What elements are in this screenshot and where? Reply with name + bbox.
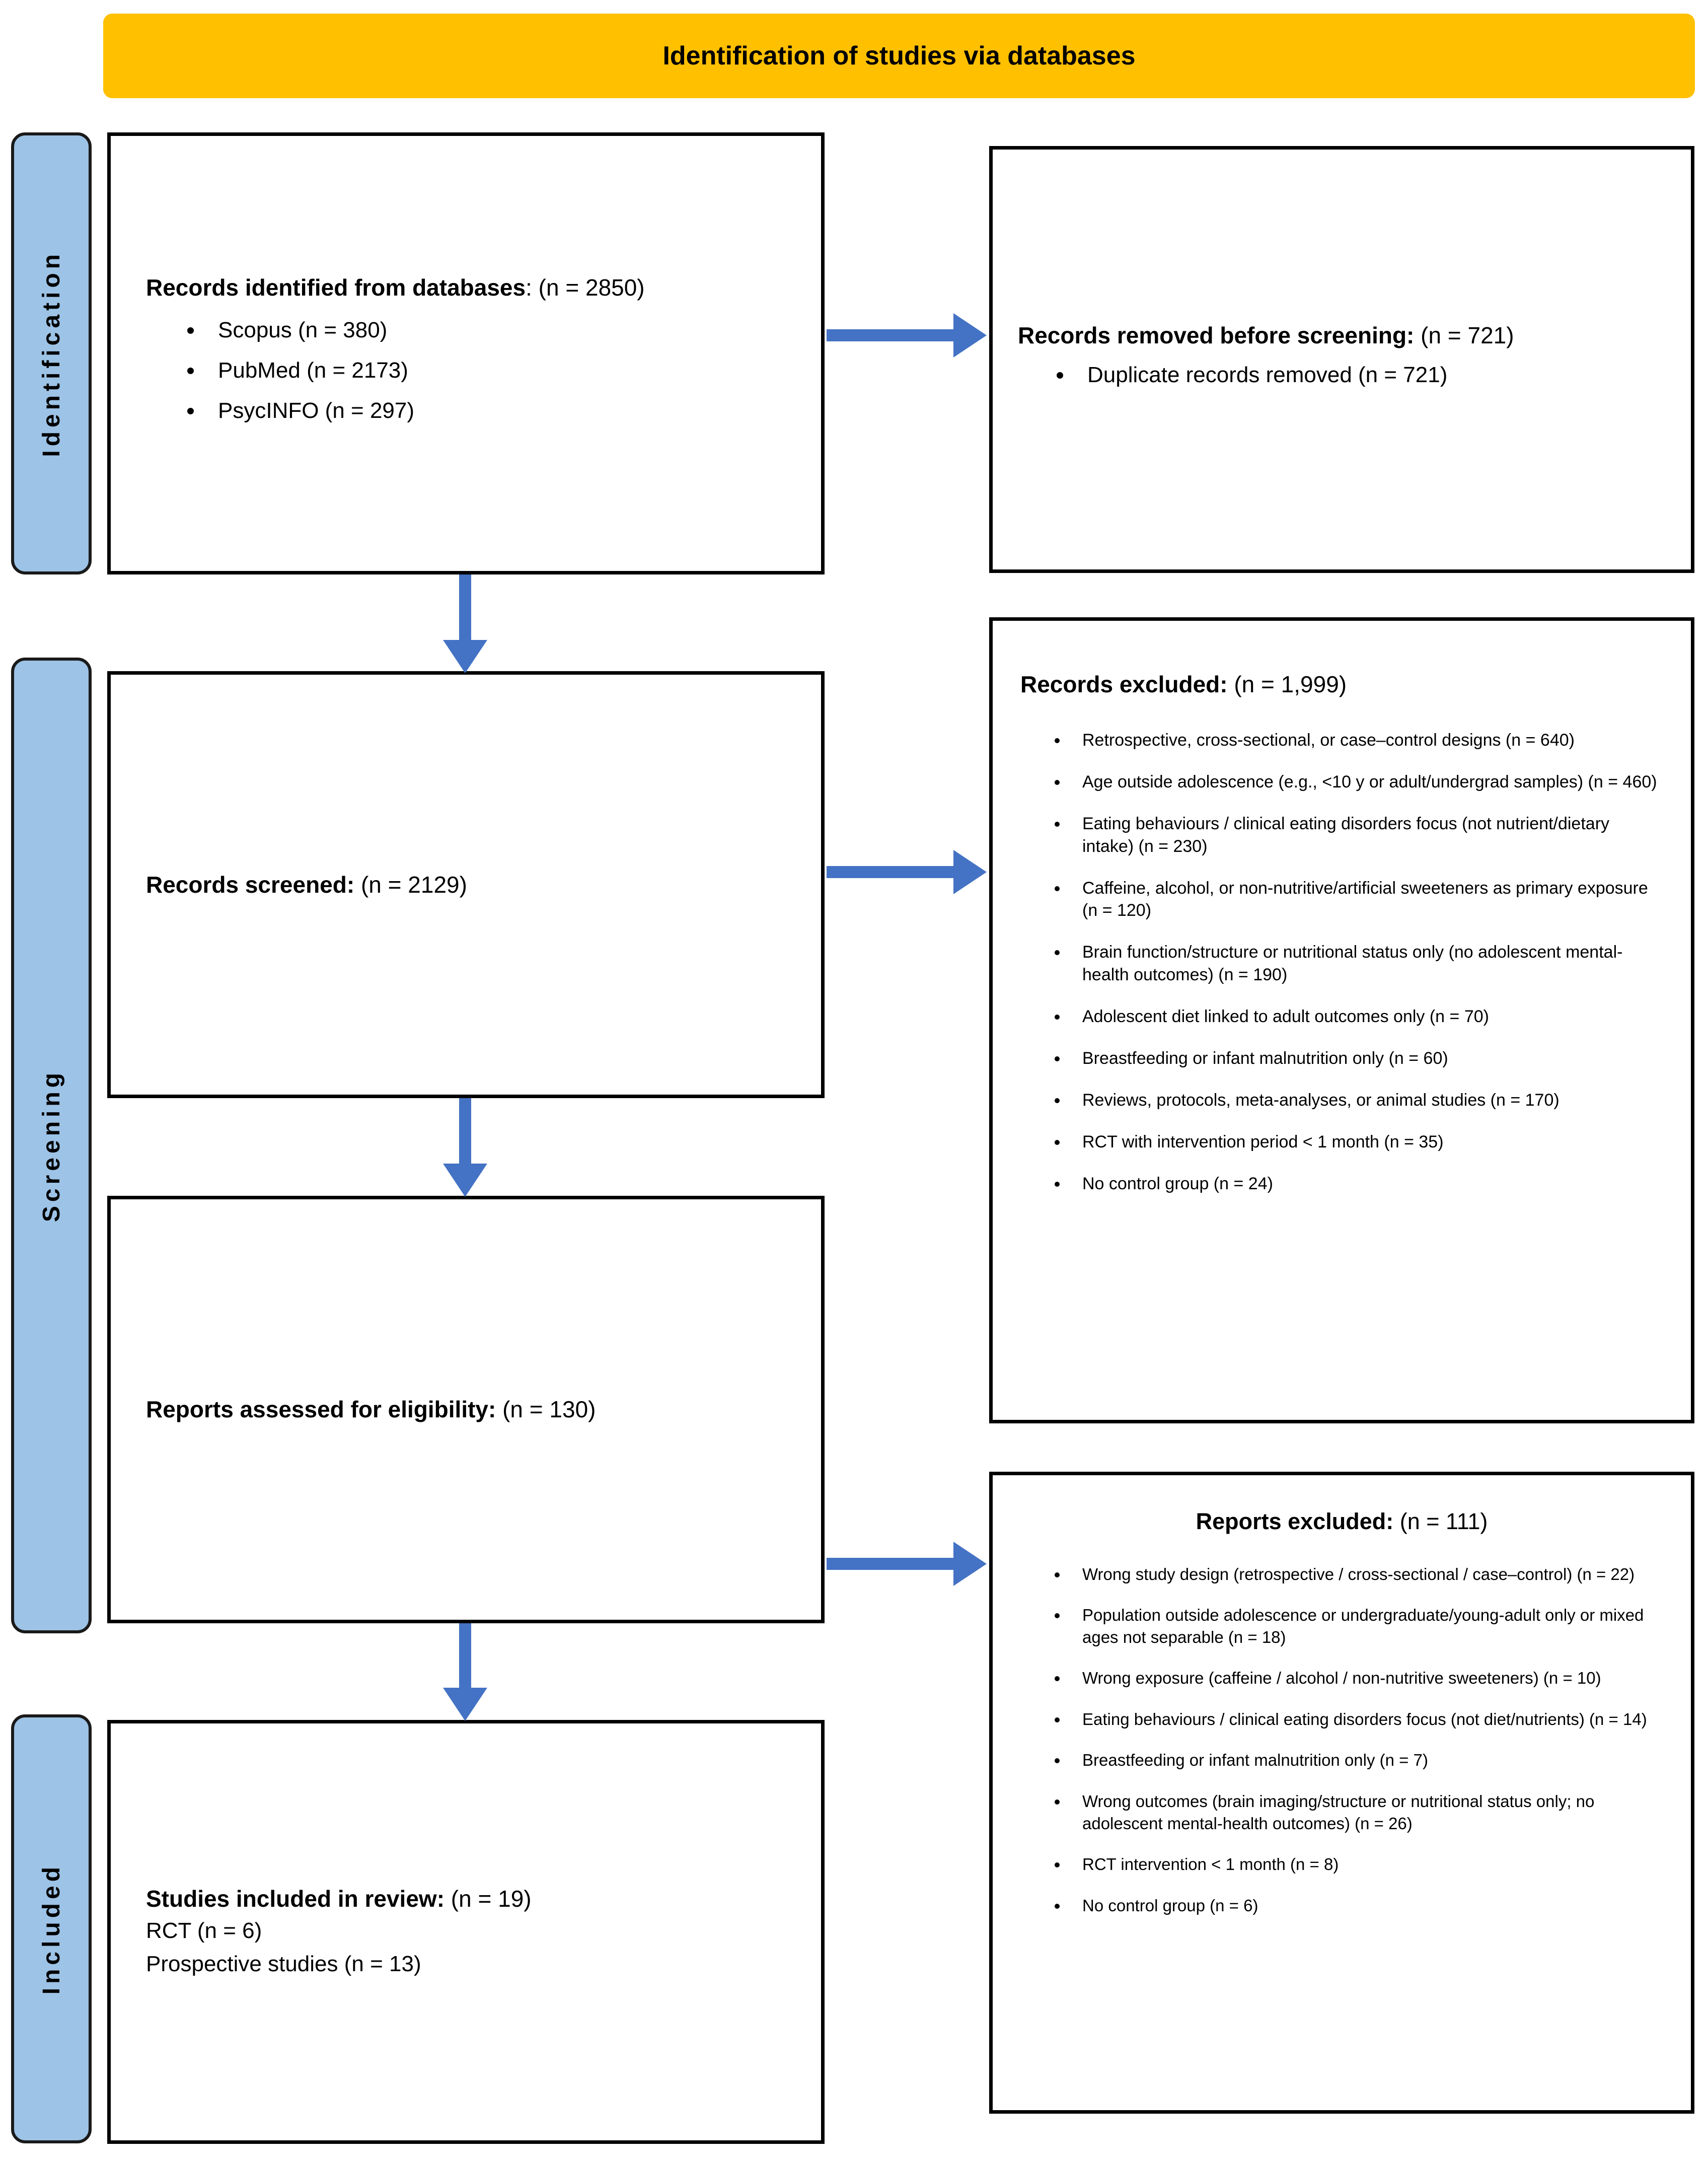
box-studies-included-title-bold: Studies included in review:: [146, 1885, 445, 1912]
box-records-identified: [107, 132, 825, 574]
bullet-item: • Reviews, protocols, meta-analyses, or animal studies (n = 170): [1068, 1089, 1663, 1112]
bullet-item: • Duplicate records removed (n = 721): [1073, 359, 1671, 391]
box-records-excluded-title-count: (n = 1,999): [1227, 671, 1347, 697]
box-reports-assessed-title-count: (n = 130): [496, 1396, 596, 1423]
box-records-excluded-title-bold: Records excluded:: [1020, 671, 1228, 697]
bullet-item: • Scopus (n = 380): [204, 314, 801, 346]
arrow-right-identified-to-removed: [827, 329, 953, 341]
box-records-removed-title-bold: Records removed before screening:: [1018, 322, 1415, 349]
box-studies-included-title-count: (n = 19): [444, 1885, 532, 1912]
stage-label-identification: [11, 132, 92, 574]
bullet-item: • Breastfeeding or infant malnutrition only (n = 7): [1068, 1749, 1663, 1771]
box-records-screened-title-bold: Records screened:: [146, 871, 355, 898]
banner: [103, 14, 1695, 98]
box-records-identified-title: [146, 272, 801, 303]
bullet-item: • No control group (n = 24): [1068, 1173, 1663, 1195]
bullet-item: • Age outside adolescence (e.g., <10 y or adult/undergrad samples) (n = 460): [1068, 771, 1663, 794]
bullet-item: • Caffeine, alcohol, or non-nutritive/artificial sweeteners as primary exposure (n = 120): [1068, 877, 1663, 922]
bullet-item: • Eating behaviours / clinical eating disorders focus (not diet/nutrients) (n = 14): [1068, 1708, 1663, 1731]
box-records-identified-title-bold: Records identified from databases: [146, 274, 526, 301]
box-records-identified-title-count: : (n = 2850): [526, 274, 645, 301]
box-reports-excluded-bullets: [1020, 1563, 1663, 1916]
arrow-down-assessed-to-included: [459, 1623, 471, 1688]
bullet-item: • Brain function/structure or nutritional status only (no adolescent mental-health outcomes) (n = 190): [1068, 941, 1663, 986]
bullet-item: • Breastfeeding or infant malnutrition only (n = 60): [1068, 1047, 1663, 1070]
bullet-item: • RCT with intervention period < 1 month (n = 35): [1068, 1131, 1663, 1154]
box-records-removed: [989, 146, 1694, 573]
box-records-screened: [107, 671, 825, 1098]
bullet-item: • Population outside adolescence or undergraduate/young-adult only or mixed ages not separable (n = 18): [1068, 1604, 1663, 1648]
box-records-screened-title: [146, 869, 467, 900]
box-studies-included: [107, 1720, 825, 2144]
box-records-excluded-bullets: [1020, 729, 1663, 1195]
box-reports-assessed: [107, 1196, 825, 1623]
bullet-item: • Wrong study design (retrospective / cross-sectional / case–control) (n = 22): [1068, 1563, 1663, 1586]
box-records-removed-title-count: (n = 721): [1414, 322, 1514, 349]
bullet-item: • Retrospective, cross-sectional, or case–control designs (n = 640): [1068, 729, 1663, 752]
stage-label-identification-text: Identification: [38, 250, 65, 457]
box-records-identified-bullets: [146, 314, 801, 435]
stage-label-included: [11, 1714, 92, 2143]
bullet-item: • No control group (n = 6): [1068, 1895, 1663, 1917]
bullet-item: • RCT intervention < 1 month (n = 8): [1068, 1853, 1663, 1876]
box-studies-included-title: [146, 1883, 821, 1914]
box-studies-included-line-rct: RCT (n = 6): [146, 1918, 262, 1943]
box-reports-excluded-title-bold: Reports excluded:: [1196, 1508, 1394, 1534]
stage-label-screening-text: Screening: [38, 1068, 65, 1222]
bullet-item: • Adolescent diet linked to adult outcomes only (n = 70): [1068, 1005, 1663, 1028]
box-reports-excluded-title-count: (n = 111): [1393, 1508, 1488, 1534]
box-records-removed-bullets: [1018, 359, 1671, 399]
box-studies-included-line-prospective: Prospective studies (n = 13): [146, 1952, 421, 1977]
box-records-excluded-title: [1020, 669, 1663, 700]
bullet-item: • Wrong exposure (caffeine / alcohol / non-nutritive sweeteners) (n = 10): [1068, 1667, 1663, 1689]
banner-title: Identification of studies via databases: [662, 41, 1136, 70]
bullet-item: • Eating behaviours / clinical eating disorders focus (not nutrient/dietary intake) (n = 230): [1068, 813, 1663, 858]
arrow-right-screened-to-records-excluded: [827, 866, 953, 878]
arrow-down-identified-to-screened: [459, 574, 471, 640]
bullet-item: • Wrong outcomes (brain imaging/structure or nutritional status only; no adolescent mental-health outcomes) (n = 26): [1068, 1790, 1663, 1834]
stage-label-included-text: Included: [38, 1863, 65, 1995]
bullet-item: • PubMed (n = 2173): [204, 354, 801, 387]
box-records-removed-title: [1018, 320, 1671, 351]
stage-label-screening: [11, 658, 92, 1633]
box-records-excluded: [989, 617, 1694, 1423]
box-reports-assessed-title-bold: Reports assessed for eligibility:: [146, 1396, 496, 1423]
box-reports-excluded-title: [1020, 1506, 1663, 1537]
arrow-down-screened-to-assessed: [459, 1098, 471, 1164]
box-reports-excluded: [989, 1472, 1694, 2114]
box-records-screened-title-count: (n = 2129): [354, 871, 467, 898]
bullet-item: • PsycINFO (n = 297): [204, 395, 801, 427]
box-reports-assessed-title: [146, 1394, 596, 1425]
arrow-right-assessed-to-reports-excluded: [827, 1558, 953, 1570]
